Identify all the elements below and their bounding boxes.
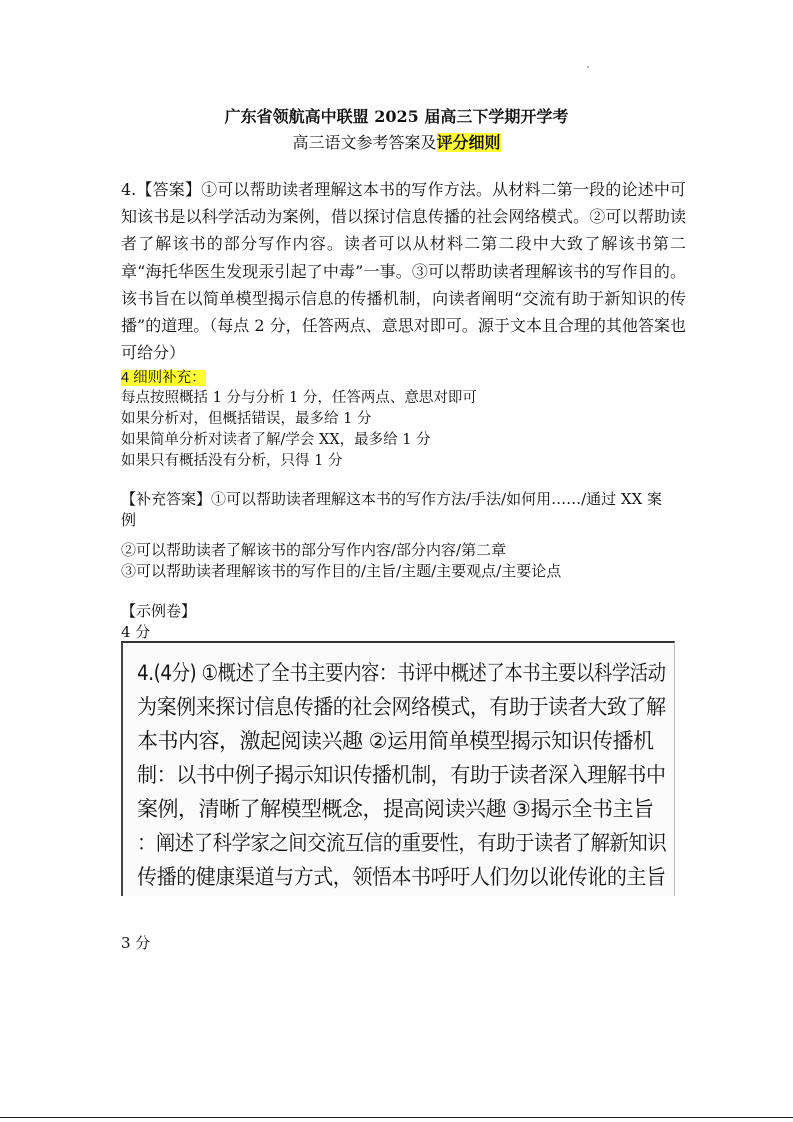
document-subtitle	[0, 130, 793, 153]
answer-paragraph: 4.【答案】①可以帮助读者理解这本书的写作方法。从材料二第一段的论述中可知该书是以科学活动为案例，借以探讨信息传播的社会网络模式。②可以帮助读者了解该书的部分写作内容。读者可以从材料二第二段中大致了解该书第二章“海托华医生发现汞引起了中毒”一事。③可以帮助读者理解该书的写作目的。该书旨在以简单模型揭示信息的传播机制，向读者阐明“交流有助于新知识的传播”的道理。（每点 2 分，任答两点、意思对即可。源于文本且合理的其他答案也可给分）	[121, 180, 686, 363]
handwriting-line: ：阐述了科学家之间交流互信的重要性，有助于读者了解新知识	[137, 831, 667, 855]
handwriting-line: 为案例来探讨信息传播的社会网络模式，有助于读者大致了解	[137, 695, 666, 719]
handwriting-line: 案例，清晰了解模型概念，提高阅读兴趣 ③揭示全书主旨	[137, 797, 654, 821]
sample-score-4: 4 分	[121, 623, 151, 641]
sample-label: 【示例卷】	[121, 602, 197, 620]
rules-label-text: 4 细则补充：	[121, 370, 206, 386]
handwriting-line: 传播的健康渠道与方式，领悟本书呼吁人们勿以讹传讹的主旨	[137, 865, 666, 889]
rules-label	[121, 366, 206, 387]
subtitle-text: 高三语文参考答案及	[292, 133, 437, 152]
scan-dot	[587, 66, 589, 68]
handwriting-line: 4.(4分) ①概述了全书主要内容：书评中概述了本书主要以科学活动	[137, 661, 666, 685]
supplement-answer-line2: ②可以帮助读者了解该书的部分写作内容/部分内容/第二章	[121, 541, 507, 559]
handwritten-answer-image	[121, 641, 675, 896]
rule-item: 如果简单分析对读者了解/学会 XX，最多给 1 分	[121, 432, 431, 448]
subtitle-highlight: 评分细则	[436, 133, 501, 152]
supplement-answer-line1: 【补充答案】①可以帮助读者理解这本书的写作方法/手法/如何用……/通过 XX 案例	[121, 490, 663, 529]
handwriting-line: 本书内容，激起阅读兴趣 ②运用简单模型揭示知识传播机	[137, 729, 654, 753]
sample-score-3: 3 分	[121, 934, 151, 952]
rule-item: 如果分析对，但概括错误，最多给 1 分	[121, 411, 372, 427]
handwriting-line: 制：以书中例子揭示知识传播机制，有助于读者深入理解书中	[137, 763, 666, 787]
supplement-answer-line3: ③可以帮助读者理解该书的写作目的/主旨/主题/主要观点/主要论点	[121, 562, 562, 580]
rule-item: 如果只有概括没有分析，只得 1 分	[121, 453, 343, 469]
rule-item: 每点按照概括 1 分与分析 1 分，任答两点、意思对即可	[121, 390, 477, 406]
page-bottom-border	[0, 1117, 793, 1118]
document-title: 广东省领航高中联盟 2025 届高三下学期开学考	[224, 107, 569, 126]
